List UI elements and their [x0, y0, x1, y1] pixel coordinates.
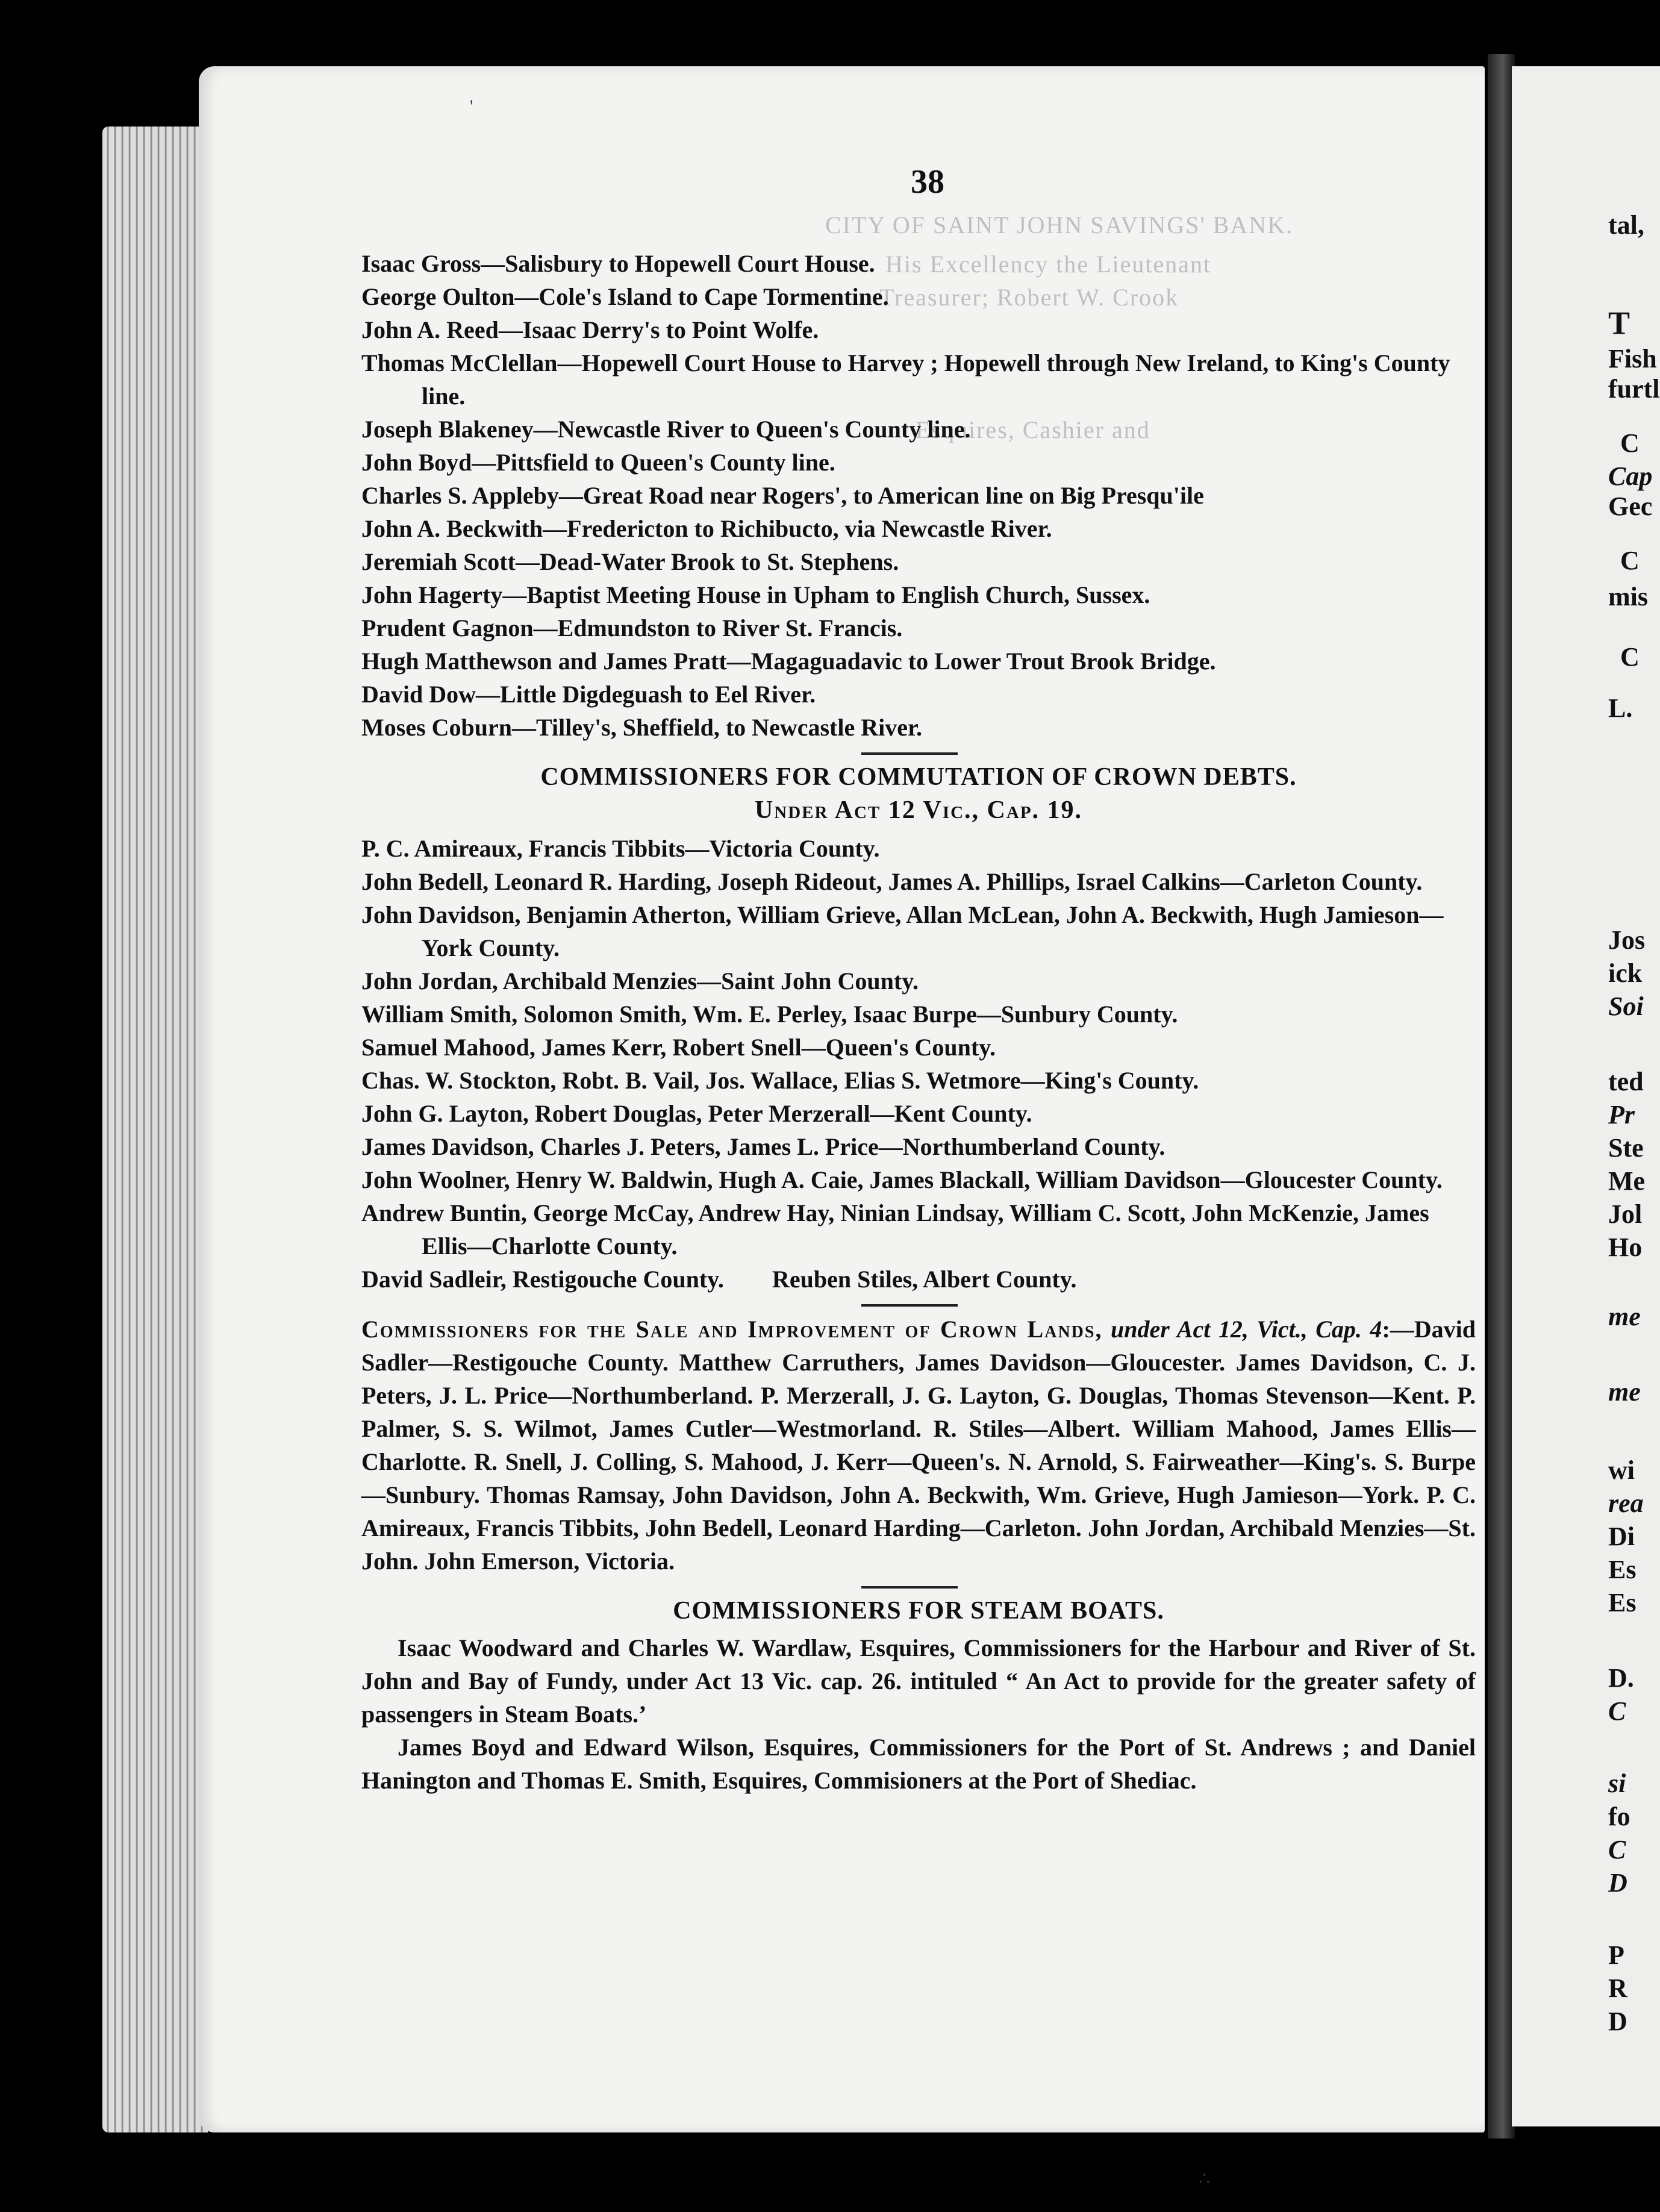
section-divider — [861, 1586, 958, 1589]
steam-boats-paragraph: James Boyd and Edward Wilson, Esquires, Commissioners for the Port of St. Andrews ; and Daniel Hanington and Thomas E. Smith, Esquires, Commisioners at the Port of Shediac. — [361, 1734, 1476, 1794]
fragment: Es — [1608, 1555, 1637, 1584]
fragment: Jol — [1608, 1199, 1643, 1229]
list-item: John A. Beckwith—Fredericton to Richibucto, via Newcastle River. — [361, 515, 1052, 542]
page-body — [361, 247, 1476, 1797]
fragment: ick — [1608, 958, 1643, 988]
list-item: David Sadleir, Restigouche County. Reuben Stiles, Albert County. — [361, 1266, 1077, 1293]
list-item: John Woolner, Henry W. Baldwin, Hugh A. Caie, James Blackall, William Davidson—Gloucester County. — [361, 1166, 1443, 1193]
fragment: D — [1608, 2007, 1627, 2036]
list-item: George Oulton—Cole's Island to Cape Tormentine. — [361, 283, 889, 310]
fragment: rea — [1608, 1489, 1644, 1518]
road-commissioners-list — [361, 247, 1476, 744]
section-divider — [861, 752, 958, 755]
list-item: P. C. Amireaux, Francis Tibbits—Victoria County. — [361, 835, 880, 862]
fragment: Pr — [1608, 1100, 1635, 1129]
fragment: Cap — [1608, 461, 1653, 491]
fragment: Gec — [1608, 492, 1653, 521]
crown-lands-act: under Act 12, Vict., Cap. 4 — [1110, 1316, 1382, 1343]
fragment: D. — [1608, 1663, 1634, 1693]
fragment: Es — [1608, 1588, 1637, 1617]
list-item: John G. Layton, Robert Douglas, Peter Merzerall—Kent County. — [361, 1100, 1032, 1127]
list-item: Samuel Mahood, James Kerr, Robert Snell—Queen's County. — [361, 1034, 996, 1061]
bleed-through-text: Esquires, Cashier and — [916, 416, 1150, 443]
list-item: John Bedell, Leonard R. Harding, Joseph Rideout, James A. Phillips, Israel Calkins—Carleton County. — [361, 868, 1423, 895]
fragment: si — [1608, 1769, 1626, 1798]
fragment: P — [1608, 1940, 1624, 1970]
fragment: C — [1608, 1696, 1626, 1726]
list-item: James Davidson, Charles J. Peters, James L. Price—Northumberland County. — [361, 1133, 1165, 1160]
list-item: John Jordan, Archibald Menzies—Saint John County. — [361, 967, 919, 995]
fragment: Ste — [1608, 1133, 1644, 1163]
fragment: ted — [1608, 1067, 1644, 1096]
list-item: Jeremiah Scott—Dead-Water Brook to St. Stephens. — [361, 548, 899, 575]
fragment: fo — [1608, 1802, 1630, 1831]
fragment: R — [1608, 1973, 1627, 2003]
fragment: T — [1608, 305, 1630, 341]
fragment: Fish — [1608, 344, 1657, 373]
list-item: Charles S. Appleby—Great Road near Rogers', to American line on Big Presqu'ile — [361, 482, 1204, 509]
list-item: Thomas McClellan—Hopewell Court House to Harvey ; Hopewell through New Ireland, to King's County line. — [361, 349, 1450, 410]
fragment: Ho — [1608, 1233, 1643, 1262]
bleed-through-text: His Excellency the Lieutenant — [885, 251, 1212, 278]
page-edges — [102, 127, 208, 2132]
list-item: Andrew Buntin, George McCay, Andrew Hay, Ninian Lindsay, William C. Scott, John McKenzie, James Ellis—Charlotte County. — [361, 1199, 1429, 1260]
crown-lands-lead: Commissioners for the Sale and Improvement of Crown Lands, — [361, 1316, 1103, 1343]
fragment: me — [1608, 1302, 1641, 1331]
fragment: L. — [1608, 693, 1633, 723]
list-item: Prudent Gagnon—Edmundston to River St. Francis. — [361, 614, 903, 642]
page-number: 38 — [911, 163, 944, 201]
crown-lands-text: :—David Sadler—Restigouche County. Matthew Carruthers, James Davidson—Gloucester. James Davidson, C. J. Peters, J. L. Price—Northumberland. P. Merzerall, J. G. Layton, G. Douglas, Thomas Stevenson—Kent. P. Palmer, S. S. Wilmot, James Cutler—Westmorland. R. Stiles—Albert. William Mahood, James Ellis—Charlotte. R. Snell, J. Colling, S. Mahood, J. Kerr—Queen's. N. Arnold, S. Fairweather—King's. S. Burpe—Sunbury. Thomas Ramsay, John Davidson, John A. Beckwith, Wm. Grieve, Hugh Jamieson—York. P. C. Amireaux, Francis Tibbits, John Bedell, Leonard Harding—Carleton. John Jordan, Archibald Menzies—St. John. John Emerson, Victoria. — [361, 1316, 1476, 1575]
fragment: Me — [1608, 1166, 1646, 1196]
list-item: John Davidson, Benjamin Atherton, William Grieve, Allan McLean, John A. Beckwith, Hugh Jamieson—York County. — [361, 901, 1444, 961]
crown-lands-paragraph — [361, 1313, 1476, 1578]
section-heading-steam-boats: COMMISSIONERS FOR STEAM BOATS. — [673, 1597, 1164, 1625]
list-item: Joseph Blakeney—Newcastle River to Queen's County line. — [361, 416, 971, 443]
fragment: C — [1620, 546, 1640, 575]
bleed-through-text: CITY OF SAINT JOHN SAVINGS' BANK. — [825, 211, 1293, 239]
section-subheading-crown-debts: Under Act 12 Vic., Cap. 19. — [754, 796, 1083, 824]
section-divider — [861, 1304, 958, 1307]
list-item: William Smith, Solomon Smith, Wm. E. Perley, Isaac Burpe—Sunbury County. — [361, 1001, 1178, 1028]
steam-boats-paragraph: Isaac Woodward and Charles W. Wardlaw, Esquires, Commissioners for the Harbour and River of St. John and Bay of Fundy, under Act 13 Vic. cap. 26. intituled “ An Act to provide for the greater safety of passengers in Steam Boats.’ — [361, 1634, 1476, 1728]
fragment: Jos — [1608, 925, 1646, 955]
fragment: Soi — [1608, 992, 1644, 1021]
scan-speck: ' — [470, 96, 473, 116]
fragment: tal, — [1608, 210, 1644, 240]
list-item: John A. Reed—Isaac Derry's to Point Wolfe. — [361, 316, 819, 343]
fragment: me — [1608, 1377, 1641, 1407]
fragment: C — [1620, 642, 1640, 672]
scan-speck: ∴ — [1199, 2169, 1211, 2189]
bleed-through-text: Treasurer; Robert W. Crook — [879, 284, 1179, 311]
list-item: Chas. W. Stockton, Robt. B. Vail, Jos. Wallace, Elias S. Wetmore—King's County. — [361, 1067, 1199, 1094]
fragment: C — [1608, 1835, 1626, 1864]
crown-debts-list — [361, 832, 1476, 1296]
right-page-fragment — [1512, 66, 1660, 2126]
fragment: furtl — [1608, 374, 1660, 404]
list-item: Moses Coburn—Tilley's, Sheffield, to Newcastle River. — [361, 714, 923, 741]
list-item: Hugh Matthewson and James Pratt—Magaguadavic to Lower Trout Brook Bridge. — [361, 648, 1216, 675]
list-item: David Dow—Little Digdeguash to Eel River. — [361, 681, 816, 708]
list-item: John Hagerty—Baptist Meeting House in Upham to English Church, Sussex. — [361, 581, 1150, 608]
book-gutter — [1488, 54, 1515, 2139]
list-item: Isaac Gross—Salisbury to Hopewell Court House. — [361, 250, 875, 277]
list-item: John Boyd—Pittsfield to Queen's County line. — [361, 449, 835, 476]
section-heading-crown-debts: COMMISSIONERS FOR COMMUTATION OF CROWN DEBTS. — [540, 763, 1297, 791]
fragment: mis — [1608, 582, 1648, 611]
fragment: D — [1608, 1868, 1627, 1898]
fragment: Di — [1608, 1522, 1635, 1551]
fragment: C — [1620, 428, 1640, 458]
fragment: wi — [1608, 1455, 1635, 1485]
